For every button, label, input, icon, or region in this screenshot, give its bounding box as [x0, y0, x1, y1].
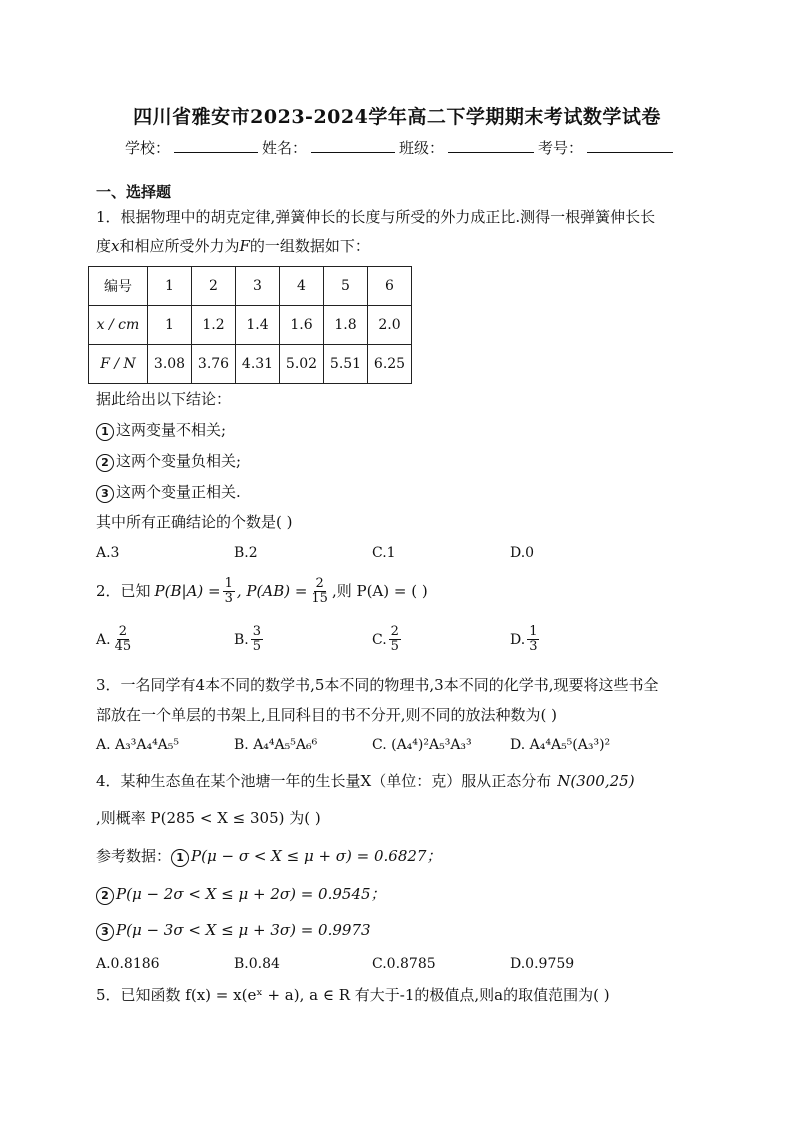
table-row [89, 306, 412, 345]
q1-conclusion-2 [96, 451, 241, 472]
option-c[interactable]: C.1 [372, 545, 396, 561]
fraction [527, 625, 539, 654]
table-cell: 6.25 [368, 345, 412, 384]
numerator: 2 [315, 575, 324, 591]
exam-title: 四川省雅安市2023-2024学年高二下学期期末考试数学试卷 [133, 106, 661, 128]
option-d[interactable]: D.0.9759 [510, 956, 575, 972]
table-cell: 编号 [89, 267, 148, 306]
school-label: 学校： [125, 139, 171, 157]
ref-formula: P(μ − 3σ < X ≤ μ + 3σ) = 0.9973 [116, 921, 371, 939]
denominator: 15 [311, 590, 328, 606]
q4-distribution: N(300,25) [557, 772, 635, 790]
table-cell: 5 [324, 267, 368, 306]
q1-conclusion-1 [96, 420, 226, 441]
circled-number: 1 [96, 423, 114, 441]
table-cell: 3.08 [148, 345, 192, 384]
table-cell: 5.51 [324, 345, 368, 384]
q4-line1 [96, 771, 635, 791]
q1-lead: 据此给出以下结论： [96, 390, 232, 408]
fraction [309, 577, 330, 606]
q4-ref-1 [96, 846, 441, 867]
q1-text: 的一组数据如下： [249, 237, 370, 255]
table-row [89, 267, 412, 306]
option-b[interactable]: B. A₄⁴A₅⁵A₆⁶ [234, 737, 318, 753]
q1-text: 度 [96, 237, 112, 255]
class-blank[interactable] [448, 136, 534, 153]
q2-options [96, 625, 648, 654]
table-row [89, 345, 412, 384]
option-d[interactable]: D.0 [510, 545, 535, 561]
q1-conclusion-3 [96, 482, 241, 503]
q1-options [96, 545, 648, 561]
id-label: 考号： [538, 139, 584, 157]
option-label: A. [96, 631, 111, 648]
table-cell: 1 [148, 306, 192, 345]
conclusion-text: 这两个变量负相关; [116, 452, 242, 470]
school-blank[interactable] [174, 136, 258, 153]
q5-line: 5．已知函数 f(x) = x(eˣ + a), a ∈ R 有大于-1的极值点,则a的取值范围为( ) [96, 986, 610, 1004]
name-label: 姓名： [262, 139, 308, 157]
numerator: 1 [529, 624, 538, 639]
option-label: C. [372, 631, 387, 648]
q2-formula: , P(AB) = [236, 582, 308, 600]
table-cell: 1 [148, 267, 192, 306]
q2-prefix: 2．已知 [96, 582, 151, 600]
table-cell: 2 [192, 267, 236, 306]
q1-var-x: x [111, 237, 120, 255]
name-blank[interactable] [311, 136, 395, 153]
conclusion-text: 这两变量不相关; [116, 421, 227, 439]
option-c[interactable]: C.0.8785 [372, 956, 436, 972]
q4-ref-2 [96, 884, 386, 905]
denominator: 5 [252, 639, 262, 654]
q3-options [96, 737, 648, 753]
option-b[interactable]: B.2 [234, 545, 258, 561]
circled-number: 3 [96, 485, 114, 503]
numerator: 3 [252, 624, 262, 639]
option-d[interactable]: D. A₄⁴A₅⁵(A₃³)² [510, 737, 611, 753]
circled-number: 1 [171, 849, 189, 867]
class-label: 班级： [399, 139, 445, 157]
fraction [223, 577, 235, 606]
option-d[interactable] [510, 625, 648, 654]
q1-line2 [96, 236, 370, 256]
fraction [251, 625, 263, 654]
option-a[interactable]: A. A₃³A₄⁴A₅⁵ [96, 737, 180, 753]
table-cell: 3.76 [192, 345, 236, 384]
denominator: 5 [390, 639, 399, 654]
denominator: 3 [224, 590, 233, 606]
q4-text: 4．某种生态鱼在某个池塘一年的生长量X（单位：克）服从正态分布 [96, 772, 552, 790]
spring-data-table [88, 266, 412, 384]
q3-line1: 3．一名同学有4本不同的数学书,5本不同的物理书,3本不同的化学书,现要将这些书全 [96, 676, 659, 694]
q4-line2: ,则概率 P(285 < X ≤ 305) 为( ) [96, 809, 321, 827]
circled-number: 2 [96, 887, 114, 905]
table-cell: 3 [236, 267, 280, 306]
q3-line2: 部放在一个单层的书架上,且同科目的书不分开,则不同的放法种数为( ) [96, 706, 558, 724]
ref-formula: P(μ − 2σ < X ≤ μ + 2σ) = 0.9545； [116, 885, 386, 903]
table-cell: 1.2 [192, 306, 236, 345]
table-cell: x / cm [89, 306, 148, 345]
q2-ask: ,则 P(A) = ( ) [331, 582, 428, 600]
option-b[interactable]: B.0.84 [234, 956, 280, 972]
option-c[interactable] [372, 625, 510, 654]
option-a[interactable]: A.3 [96, 545, 120, 561]
option-a[interactable]: A.0.8186 [96, 956, 160, 972]
conclusion-text: 这两个变量正相关. [116, 483, 241, 501]
denominator: 3 [529, 639, 538, 654]
student-info-row [125, 136, 677, 158]
table-cell: 1.4 [236, 306, 280, 345]
q1-var-f: F [239, 237, 250, 255]
table-cell: 2.0 [368, 306, 412, 345]
q1-ask: 其中所有正确结论的个数是( ) [96, 513, 293, 531]
q2-formula: P(B|A) = [154, 582, 221, 600]
option-a[interactable] [96, 625, 234, 654]
option-c[interactable]: C. (A₄⁴)²A₅³A₃³ [372, 737, 472, 753]
table-cell: 4.31 [236, 345, 280, 384]
q2-stem [96, 574, 428, 608]
circled-number: 2 [96, 454, 114, 472]
section-heading: 一、选择题 [96, 183, 172, 201]
denominator: 45 [114, 639, 132, 654]
q4-ref-3 [96, 920, 371, 941]
q4-ref-label: 参考数据： [96, 847, 172, 865]
option-b[interactable] [234, 625, 372, 654]
table-cell: F / N [89, 345, 148, 384]
circled-number: 3 [96, 923, 114, 941]
q1-text: 和相应所受外力为 [119, 237, 240, 255]
id-blank[interactable] [587, 136, 673, 153]
numerator: 2 [118, 624, 127, 639]
option-label: B. [234, 631, 249, 648]
option-label: D. [510, 631, 526, 648]
table-cell: 1.8 [324, 306, 368, 345]
q4-options [96, 956, 648, 972]
table-cell: 4 [280, 267, 324, 306]
table-cell: 6 [368, 267, 412, 306]
numerator: 2 [390, 624, 399, 639]
fraction [113, 625, 134, 654]
numerator: 1 [224, 575, 233, 591]
fraction [389, 625, 401, 654]
table-cell: 1.6 [280, 306, 324, 345]
table-cell: 5.02 [280, 345, 324, 384]
ref-formula: P(μ − σ < X ≤ μ + σ) = 0.6827； [191, 847, 442, 865]
q1-line1: 1．根据物理中的胡克定律,弹簧伸长的长度与所受的外力成正比.测得一根弹簧伸长长 [96, 208, 656, 226]
